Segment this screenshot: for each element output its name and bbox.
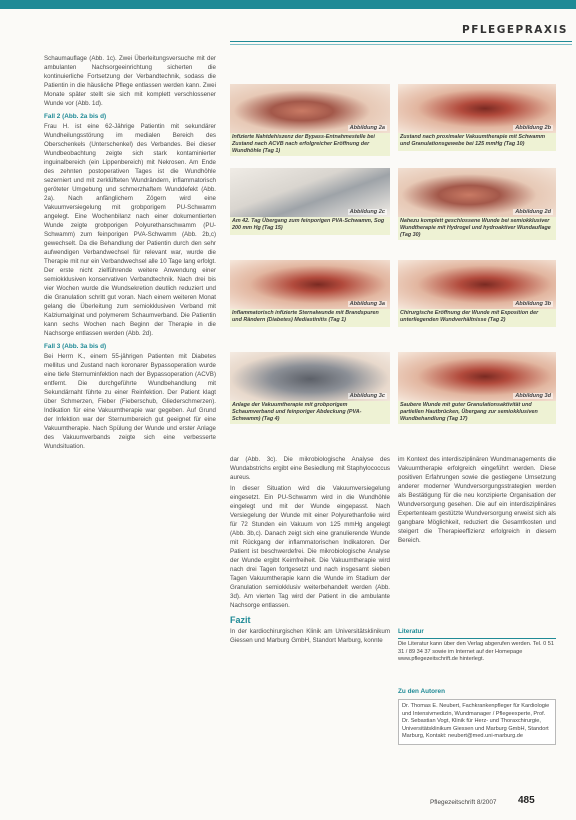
case-heading-2: Fall 2 (Abb. 2a bis d) [44, 113, 107, 120]
header-color-bar [0, 0, 576, 9]
wound-photo [398, 352, 556, 401]
section-title: PFLEGEPRAXIS [462, 24, 568, 36]
figure-tag: Abbildung 2d [515, 209, 551, 215]
paragraph: Frau H. ist eine 62-Jährige Patientin mit sekundärer Wundheilungsstörung im medialen Bereich des Oberschenkels (Unterschenkel) des Verbandes. Bei dieser Wundbeobachtung zeigte sich stark kontaminierter inguinalbereich (ein Lippenbereich) mit Nekrosen. Am Ende des zehnten postoperativen Tages ist die Wundhöhle sezerniert und mit zerklüfteten Wundrändern, inflammatorisch geröteter Umgebung und schmerzhaftem Wunddefekt (Abb. 2a). Nach anfänglichem Zögern wird eine Vakuumversiegelung mit grobporigem PU-Schwamm angelegt. Eine Wochenbilanz nach einer dokumentierten Wunde zeigte grobporigen Polyurethanschwamm (PU-Schwamm) zum feinporigen PVA-Schwamm (Abb. 2b,c) gewechselt. Da die Behandlung der Patientin durch den sehr aufwendigen Verbandwechsel für relevant war, wurde die Therapie mit nur ein Verbandwechsel alle 10 Tage lang erfolgt. Der erste nicht zielführende weitere Anwendung einer semiokklusiven konservativen Verbandtechnik. Nach drei bis vier Wochen wurde die Wundsekretion deutlich reduziert und die Granulation schritt gut voran. Nach einem weiteren Monat gelang die Überleitung zum semiokklusiven Verband mit Kalziumalginat und polymerem Schaumverband. Die Patientin kann sechs Wochen nach Beginn der Therapie in die Nachsorge entlassen werden (Abb. 2d). [44, 123, 216, 337]
figure-caption: Am 42. Tag Übergang zum feinporigen PVA-Schwamm, Sog 200 mm Hg (Tag 15) [230, 217, 390, 235]
authors-box: Dr. Thomas E. Neubert, Fachkrankenpfleger für Kardiologie und Intensivmedizin, Wundmanager / Pflegeexperte, Prof. Dr. Sebastian Vogt, Klinik für Herz- und Thoraxchirurgie, Universitätsklinikum Giessen und Marburg GmbH, Standort Marburg, Kontakt: neubert@med.uni-marburg.de [398, 699, 556, 745]
paragraph: im Kontext des interdisziplinären Wundmanagements die Vakuumtherapie erfolgreich eingeführt werden. Diese positiven Erfahrungen sowie die gestiegene Umsetzung anderer moderner Wundversorgungsstrategien werden als Bestätigung für die neu konzipierte Organisation der Wundversorgung gesehen. Die auf ein interdisziplinäres Expertenteam gestützte Wundversorgung erweist sich als gangbare Möglichkeit, reduziert die Gesamtkosten und steigert die Therapieeffizienz erfolgreich in diesem Bereich. [398, 456, 556, 544]
figure-2c [230, 168, 390, 235]
figure-tag: Abbildung 2a [349, 125, 385, 131]
figure-tag: Abbildung 2c [349, 209, 385, 215]
figure-tag: Abbildung 3c [349, 393, 385, 399]
wound-photo [230, 260, 390, 309]
figure-3c [230, 352, 390, 424]
literature-box: Die Literatur kann über den Verlag abgerufen werden. Tel. 0 51 31 / 89 34 37 sowie im Internet auf der Homepage www.pflegezeitschrift.de hinterlegt. [398, 638, 556, 664]
figure-caption: Nahezu komplett geschlossene Wunde bei semiokklusiver Wundtherapie mit Hydrogel und hydroaktiver Wundauflage (Tag 30) [398, 217, 556, 240]
paragraph: dar (Abb. 3c). Die mikrobiologische Analyse des Wundabstrichs ergibt eine Besiedlung mit Staphylococcus aureus. [230, 456, 390, 481]
literature-heading: Literatur [398, 628, 424, 635]
text-column-middle [230, 455, 390, 647]
figure-caption: Inflammatorisch infizierte Sternalwunde mit Brandspuren und Rändern (Diabetes) Mediastinitis (Tag 1) [230, 309, 390, 327]
figure-caption: Zustand nach proximaler Vakuumtherapie mit Schwamm und Granulationsgewebe bei 125 mmHg (Tag 10) [398, 133, 556, 151]
page-number: 485 [518, 795, 535, 806]
figure-3a [230, 260, 390, 327]
figure-caption: Chirurgische Eröffnung der Wunde mit Exposition der unterliegenden Wundverhältnisse (Tag 2) [398, 309, 556, 327]
case-heading-3: Fall 3 (Abb. 3a bis d) [44, 343, 107, 350]
paragraph: In der kardiochirurgischen Klinik am Universitätsklinikum Giessen und Marburg GmbH, Standort Marburg, konnte [230, 628, 390, 644]
wound-photo [230, 84, 390, 133]
wound-photo [398, 84, 556, 133]
figure-2d [398, 168, 556, 240]
figure-tag: Abbildung 3d [515, 393, 551, 399]
paragraph: Schaumauflage (Abb. 1c). Zwei Überleitungsversuche mit der ambulanten Nachsorgeeinrichtung sicherten die kontinuierliche Fortsetzung der Verbandtechnik, sodass die Patientin in die häusliche Pflege entlassen werden kann. Zwei Monate später stellt sie sich mit komplett verschlossener Wunde vor (Abb. 1d). [44, 55, 216, 107]
figure-tag: Abbildung 2b [515, 125, 551, 131]
figure-caption: Infizierte Nahtdehiszenz der Bypass-Entnahmestelle bei Zustand nach ACVB nach erfolgreicher Eröffnung der Wundhöhle (Tag 1) [230, 133, 390, 156]
header-rule-thin [230, 44, 572, 45]
figure-3b [398, 260, 556, 327]
paragraph: Bei Herrn K., einem 55-jährigen Patienten mit Diabetes mellitus und Zustand nach koronarer Bypassoperation wurde eine tiefe Sternuminfektion nach der Bypassoperation (ACVB) entfernt. Die durchgeführte Wundbehandlung mit Sekundärnaht führte zu einer Reinfektion. Der Patient klagt über Schmerzen, Fieber (Fieberschub, Gliederschmerzen). Indikation für eine Vakuumtherapie war gegeben. Auf Grund der Infektion war der Sternumbereich gut geeignet für eine Vakuumtherapie. Nach Spülung der Wunde und erster Anlage des Vakuumverbands zeigte sich eine verbesserte Wundsituation. [44, 353, 216, 450]
text-column-right [398, 455, 556, 547]
figure-caption: Anlage der Vakuumtherapie mit grobporigem Schaumverband und feinporiger Abdeckung (PVA-Schwamm) (Tag 4) [230, 401, 390, 424]
figure-3d [398, 352, 556, 424]
figure-caption: Saubere Wunde mit guter Granulationsaktivität und partiellen Hautbrücken, Übergang zur semiokklusiven Wundbehandlung (Tag 17) [398, 401, 556, 424]
wound-photo [398, 260, 556, 309]
figure-2b [398, 84, 556, 151]
figure-2a [230, 84, 390, 156]
journal-issue: Pflegezeitschrift 8/2007 [430, 799, 497, 806]
wound-photo [398, 168, 556, 217]
text-column-left [44, 54, 216, 453]
vacuum-dressing-photo [230, 352, 390, 401]
fazit-heading: Fazit [230, 615, 251, 625]
authors-heading: Zu den Autoren [398, 688, 445, 695]
figure-tag: Abbildung 3a [349, 301, 385, 307]
figure-tag: Abbildung 3b [515, 301, 551, 307]
paragraph: In dieser Situation wird die Vakuumversiegelung eingesetzt. Ein PU-Schwamm wird in die Wundhöhle eingelegt und mit der Wunde eingepasst. Nach Versiegelung der Wunde mit einer Polyurethanfolie wird für 72 Stunden ein Vakuum von 125 mmHg angelegt (Abb. 3b,c). Danach zeigt sich eine granulierende Wunde mit Rückgang der inflammatorischen Indikatoren. Der Patient ist beschwerdefrei. Die mikrobiologische Analyse der Wunde ergibt Keimfreiheit. Die Vakuumtherapie wird nach drei Tagen fortgesetzt und nach insgesamt sieben Tagen Vakuumtherapie kann die Wunde im Stadium der Granulation semiokklusiv weiterbehandelt werden (Abb. 3d). Am vierten Tag wird der Patient in die ambulante Nachsorge entlassen. [230, 485, 390, 609]
header-rule [230, 41, 572, 42]
dressing-photo [230, 168, 390, 217]
